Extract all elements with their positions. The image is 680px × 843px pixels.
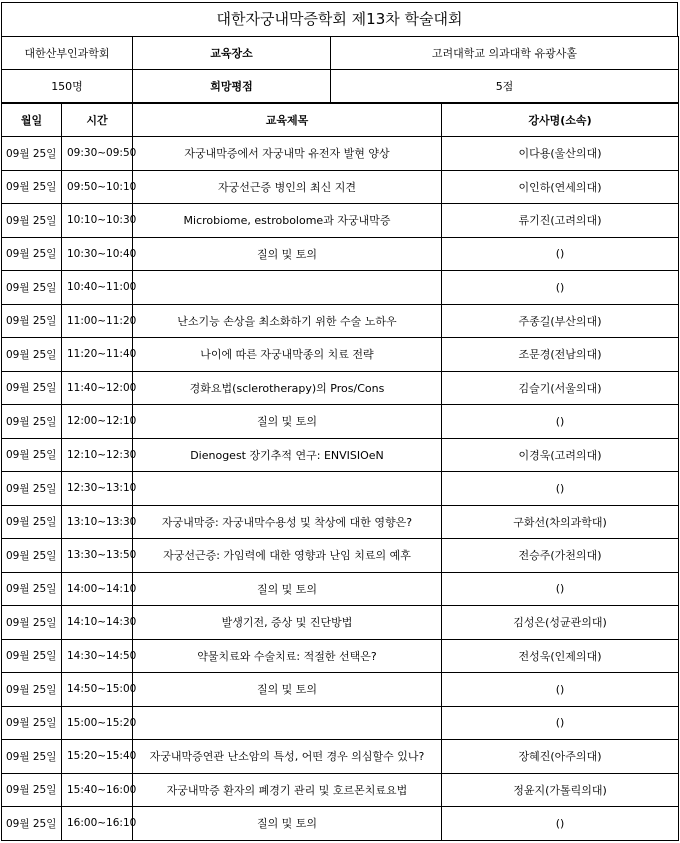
speaker-cell: () xyxy=(442,572,679,606)
table-header-row xyxy=(2,104,679,137)
date-cell: 09월 25일 xyxy=(2,338,62,372)
speaker-cell: 류기진(고려의대) xyxy=(442,204,679,238)
speaker-cell: () xyxy=(442,237,679,271)
time-cell: 12:10~12:30 xyxy=(62,438,133,472)
info-table xyxy=(1,36,679,103)
time-cell: 13:10~13:30 xyxy=(62,505,133,539)
table-row xyxy=(2,405,679,439)
topic-cell xyxy=(133,271,442,305)
speaker-cell: () xyxy=(442,405,679,439)
topic-cell: 질의 및 토의 xyxy=(133,673,442,707)
table-row xyxy=(2,170,679,204)
topic-cell: 나이에 따른 자궁내막종의 치료 전략 xyxy=(133,338,442,372)
topic-header: 교육제목 xyxy=(133,104,442,137)
date-cell: 09월 25일 xyxy=(2,807,62,841)
date-cell: 09월 25일 xyxy=(2,472,62,506)
speaker-cell: 이다용(울산의대) xyxy=(442,137,679,171)
time-cell: 14:10~14:30 xyxy=(62,606,133,640)
attendees-cell: 150명 xyxy=(2,70,133,103)
date-cell: 09월 25일 xyxy=(2,505,62,539)
table-row xyxy=(2,706,679,740)
topic-cell: 발생기전, 증상 및 진단방법 xyxy=(133,606,442,640)
organizer-cell: 대한산부인과학회 xyxy=(2,37,133,70)
time-cell: 14:50~15:00 xyxy=(62,673,133,707)
table-row xyxy=(2,371,679,405)
time-cell: 10:40~11:00 xyxy=(62,271,133,305)
table-row xyxy=(2,673,679,707)
time-cell: 16:00~16:10 xyxy=(62,807,133,841)
table-row xyxy=(2,472,679,506)
time-cell: 15:40~16:00 xyxy=(62,773,133,807)
info-row xyxy=(2,70,679,103)
table-row xyxy=(2,438,679,472)
speaker-header: 강사명(소속) xyxy=(442,104,679,137)
table-row xyxy=(2,572,679,606)
topic-cell: 약물치료와 수술치료: 적절한 선택은? xyxy=(133,639,442,673)
speaker-cell: 전승주(가천의대) xyxy=(442,539,679,573)
speaker-cell: 이경욱(고려의대) xyxy=(442,438,679,472)
date-cell: 09월 25일 xyxy=(2,371,62,405)
time-header: 시간 xyxy=(62,104,133,137)
time-cell: 15:00~15:20 xyxy=(62,706,133,740)
date-cell: 09월 25일 xyxy=(2,137,62,171)
topic-cell: 질의 및 토의 xyxy=(133,807,442,841)
speaker-cell: 주종길(부산의대) xyxy=(442,304,679,338)
speaker-cell: () xyxy=(442,472,679,506)
date-cell: 09월 25일 xyxy=(2,572,62,606)
topic-cell xyxy=(133,472,442,506)
time-cell: 14:00~14:10 xyxy=(62,572,133,606)
table-row xyxy=(2,505,679,539)
time-cell: 14:30~14:50 xyxy=(62,639,133,673)
table-row xyxy=(2,639,679,673)
topic-cell: 질의 및 토의 xyxy=(133,572,442,606)
date-cell: 09월 25일 xyxy=(2,405,62,439)
date-cell: 09월 25일 xyxy=(2,773,62,807)
time-cell: 09:50~10:10 xyxy=(62,170,133,204)
info-row xyxy=(2,37,679,70)
date-header: 월일 xyxy=(2,104,62,137)
venue-value: 고려대학교 의과대학 유광사홀 xyxy=(331,37,679,70)
time-cell: 12:30~13:10 xyxy=(62,472,133,506)
date-cell: 09월 25일 xyxy=(2,539,62,573)
topic-cell: Microbiome, estrobolome과 자궁내막증 xyxy=(133,204,442,238)
speaker-cell: () xyxy=(442,706,679,740)
topic-cell: 난소기능 손상을 최소화하기 위한 수술 노하우 xyxy=(133,304,442,338)
table-row xyxy=(2,740,679,774)
topic-cell: 자궁내막증연관 난소암의 특성, 어떤 경우 의심할수 있나? xyxy=(133,740,442,774)
date-cell: 09월 25일 xyxy=(2,438,62,472)
table-row xyxy=(2,304,679,338)
speaker-cell: 김성은(성균관의대) xyxy=(442,606,679,640)
schedule-table xyxy=(1,103,679,841)
table-row xyxy=(2,237,679,271)
speaker-cell: 전성욱(인제의대) xyxy=(442,639,679,673)
time-cell: 09:30~09:50 xyxy=(62,137,133,171)
table-row xyxy=(2,271,679,305)
date-cell: 09월 25일 xyxy=(2,170,62,204)
speaker-cell: 이인하(연세의대) xyxy=(442,170,679,204)
speaker-cell: () xyxy=(442,807,679,841)
table-row xyxy=(2,807,679,841)
speaker-cell: 구화선(차의과학대) xyxy=(442,505,679,539)
time-cell: 11:20~11:40 xyxy=(62,338,133,372)
topic-cell: 자궁내막증 환자의 폐경기 관리 및 호르몬치료요법 xyxy=(133,773,442,807)
date-cell: 09월 25일 xyxy=(2,740,62,774)
date-cell: 09월 25일 xyxy=(2,237,62,271)
date-cell: 09월 25일 xyxy=(2,606,62,640)
topic-cell: 자궁내막증: 자궁내막수용성 및 착상에 대한 영향은? xyxy=(133,505,442,539)
topic-cell: 자궁선근증 병인의 최신 지견 xyxy=(133,170,442,204)
date-cell: 09월 25일 xyxy=(2,639,62,673)
venue-label: 교육장소 xyxy=(133,37,331,70)
time-cell: 10:10~10:30 xyxy=(62,204,133,238)
date-cell: 09월 25일 xyxy=(2,271,62,305)
time-cell: 11:00~11:20 xyxy=(62,304,133,338)
page-title: 대한자궁내막증학회 제13차 학술대회 xyxy=(1,2,678,36)
date-cell: 09월 25일 xyxy=(2,673,62,707)
time-cell: 12:00~12:10 xyxy=(62,405,133,439)
time-cell: 10:30~10:40 xyxy=(62,237,133,271)
schedule-body xyxy=(2,137,679,841)
speaker-cell: 정윤지(가톨릭의대) xyxy=(442,773,679,807)
table-row xyxy=(2,204,679,238)
time-cell: 13:30~13:50 xyxy=(62,539,133,573)
date-cell: 09월 25일 xyxy=(2,204,62,238)
table-row xyxy=(2,338,679,372)
table-row xyxy=(2,773,679,807)
table-row xyxy=(2,606,679,640)
time-cell: 15:20~15:40 xyxy=(62,740,133,774)
rating-label: 희망평점 xyxy=(133,70,331,103)
topic-cell: 자궁내막증에서 자궁내막 유전자 발현 양상 xyxy=(133,137,442,171)
speaker-cell: () xyxy=(442,673,679,707)
topic-cell: 질의 및 토의 xyxy=(133,405,442,439)
schedule-sheet xyxy=(1,2,678,841)
speaker-cell: 장혜진(아주의대) xyxy=(442,740,679,774)
topic-cell xyxy=(133,706,442,740)
topic-cell: 자궁선근증: 가임력에 대한 영향과 난임 치료의 예후 xyxy=(133,539,442,573)
speaker-cell: () xyxy=(442,271,679,305)
topic-cell: 경화요법(sclerotherapy)의 Pros/Cons xyxy=(133,371,442,405)
speaker-cell: 조문경(전남의대) xyxy=(442,338,679,372)
rating-value: 5점 xyxy=(331,70,679,103)
table-row xyxy=(2,539,679,573)
topic-cell: 질의 및 토의 xyxy=(133,237,442,271)
date-cell: 09월 25일 xyxy=(2,304,62,338)
speaker-cell: 김슬기(서울의대) xyxy=(442,371,679,405)
table-row xyxy=(2,137,679,171)
date-cell: 09월 25일 xyxy=(2,706,62,740)
topic-cell: Dienogest 장기추적 연구: ENVISIOeN xyxy=(133,438,442,472)
time-cell: 11:40~12:00 xyxy=(62,371,133,405)
